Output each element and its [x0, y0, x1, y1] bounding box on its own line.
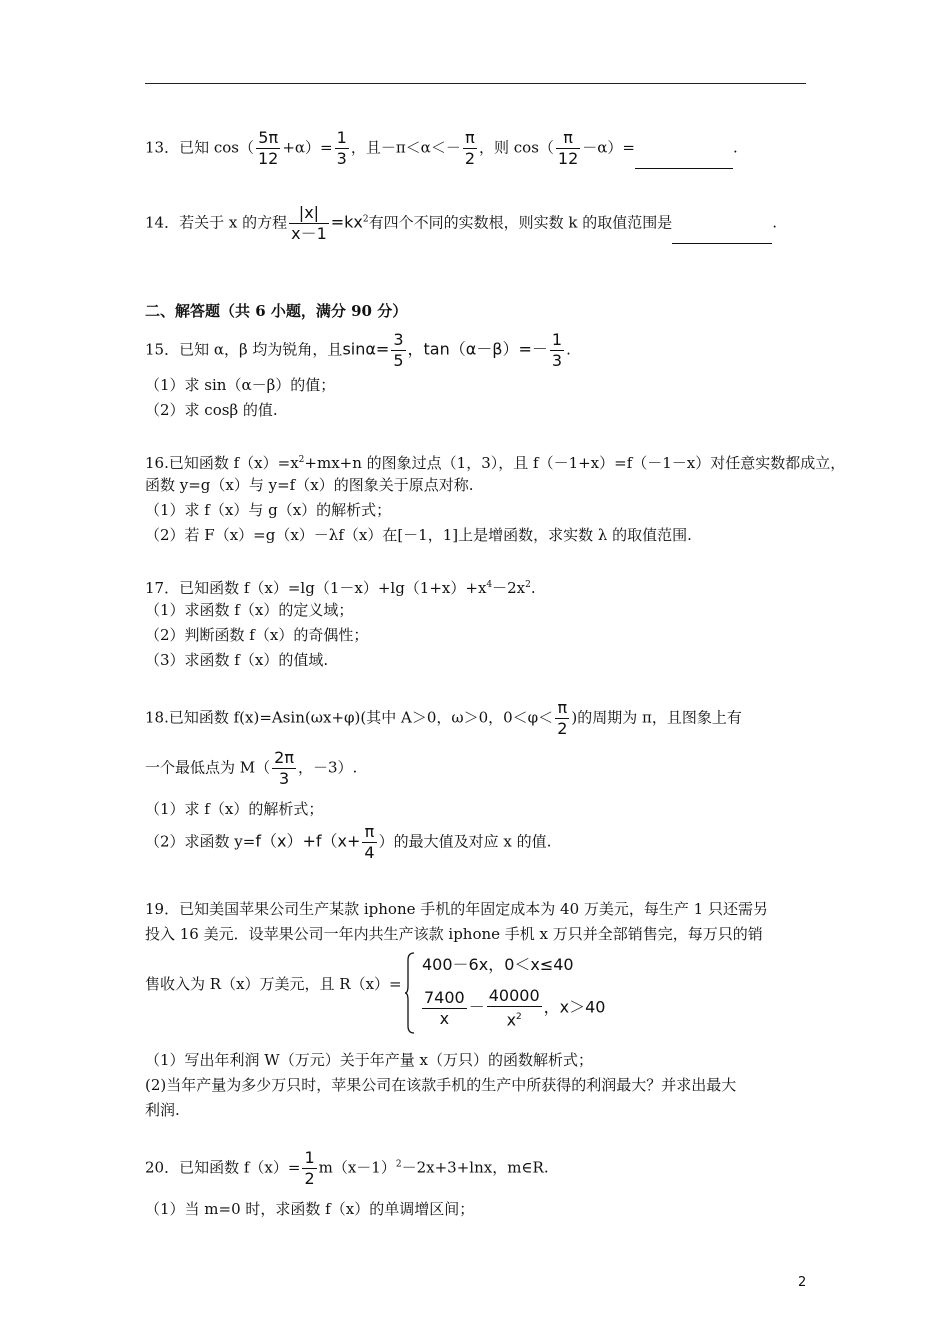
q16-l1b: +mx+n 的图象过点（1，3），且 f（－1+x）=f（－1－x）对任意实数都成立， — [304, 454, 846, 472]
q18-p2f: f（x）+f（x+ — [255, 831, 361, 851]
q19-frac-7400 — [422, 988, 467, 1029]
section-2-heading: 二、解答题（共 6 小题，满分 90 分） — [145, 302, 408, 320]
q15-frac-3-5 — [391, 330, 405, 371]
q15-part-1: （1）求 sin（α－β）的值； — [145, 376, 336, 394]
q18-frac-pi-4 — [362, 822, 376, 863]
q19-den2 — [487, 1007, 542, 1030]
q19-part-2: (2)当年产量为多少万只时，苹果公司在该款手机的生产中所获得的利润最大？并求出最大 — [145, 1076, 737, 1094]
q17-part-2: （2）判断函数 f（x）的奇偶性； — [145, 626, 369, 644]
q19-num1: 7400 — [424, 987, 465, 1007]
q18-frac3-den: 4 — [364, 843, 375, 862]
q20-frac-1-2 — [302, 1148, 316, 1189]
q13-frac1-den: 12 — [258, 149, 279, 168]
q15-end: . — [566, 340, 571, 359]
q17-sup2: 2 — [525, 580, 531, 590]
q13-frac4-num: π — [556, 128, 580, 149]
q16-part-1: （1）求 f（x）与 g（x）的解析式； — [145, 501, 392, 519]
question-20 — [145, 1148, 549, 1189]
q20-sup: 2 — [395, 1159, 402, 1170]
q16-sup: 2 — [298, 455, 305, 465]
q14-answer-blank[interactable] — [672, 221, 772, 244]
q15-lead: 15．已知 α，β 均为锐角，且 — [145, 340, 343, 359]
q19-num2: 40000 — [488, 986, 540, 1005]
q19-den2-exp: 2 — [516, 1012, 522, 1022]
question-19-line-3: 售收入为 R（x）万美元，且 R（x）= — [145, 975, 402, 993]
q19-frac-40000 — [487, 986, 542, 1030]
q15-mid: ，tan（α－β）=－ — [407, 339, 548, 359]
q15-frac2-num: 1 — [551, 330, 563, 349]
q17-la: 17．已知函数 f（x）=lg（1－x）+lg（1+x）+x — [145, 579, 487, 597]
q13-frac2-den: 3 — [336, 149, 347, 168]
q17-sup1: 4 — [486, 580, 493, 590]
q19-case2-tail: ，x＞40 — [543, 997, 606, 1017]
q20-part-1: （1）当 m=0 时，求函数 f（x）的单调增区间； — [145, 1200, 475, 1218]
q13-frac3-den: 2 — [464, 149, 476, 168]
q13-frac2-num: 1 — [336, 128, 347, 147]
q13-mid1: +α）= — [282, 138, 333, 157]
q13-frac-pi-12 — [556, 128, 580, 169]
q18-l1b: )的周期为 π，且图象上有 — [571, 708, 742, 727]
q17-lc: . — [530, 579, 536, 597]
q15-part-2: （2）求 cosβ 的值. — [145, 401, 278, 419]
q13-frac-pi-2 — [463, 128, 477, 169]
q18-frac-2pi-3 — [272, 748, 296, 789]
question-16-line-2: 函数 y=g（x）与 y=f（x）的图象关于原点对称. — [145, 476, 474, 494]
q18-frac3-num: π — [362, 822, 376, 843]
q18-frac1-num: π — [555, 698, 569, 719]
q14-tail: 有四个不同的实数根，则实数 k 的取值范围是 — [368, 213, 673, 232]
q16-l1a: 16.已知函数 f（x）=x — [145, 454, 299, 472]
q20-lb: m（x－1） — [318, 1158, 396, 1177]
q18-l2b: ，－3）. — [297, 758, 358, 777]
q20-frac-num: 1 — [304, 1148, 315, 1167]
page-number: 2 — [798, 1275, 807, 1290]
question-17 — [145, 574, 536, 599]
q13-lead: 13．已知 cos（ — [145, 138, 254, 157]
q14-lead: 14．若关于 x 的方程 — [145, 213, 288, 232]
q19-case-1: 400－6x，0＜x≤40 — [422, 955, 574, 974]
header-rule — [145, 83, 806, 84]
question-15 — [145, 330, 571, 371]
q20-frac-den: 2 — [304, 1169, 315, 1188]
q19-case-2 — [420, 986, 605, 1030]
q18-p2b: ）的最大值及对应 x 的值. — [378, 832, 552, 851]
q18-frac2-num: 2π — [274, 748, 294, 767]
q15-frac1-num: 3 — [393, 330, 404, 349]
question-18-line-2 — [145, 748, 357, 789]
q18-frac2-den: 3 — [278, 769, 290, 788]
q17-part-1: （1）求函数 f（x）的定义域； — [145, 601, 354, 619]
q18-p2a: （2）求函数 y= — [145, 832, 256, 851]
q13-mid3: ，则 cos（ — [479, 138, 554, 157]
q15-frac-1-3 — [550, 330, 564, 371]
q14-frac — [289, 203, 329, 244]
q13-frac4-den: 12 — [557, 149, 579, 168]
question-19-line-1: 19．已知美国苹果公司生产某款 iphone 手机的年固定成本为 40 万美元，每生产 1 只还需另 — [145, 900, 768, 918]
q15-frac2-den: 3 — [551, 351, 563, 370]
question-19-line-2: 投入 16 美元．设苹果公司一年内共生产该款 iphone 手机 x 万只并全部销售完，每万只的销 — [145, 925, 763, 943]
question-14 — [145, 203, 777, 244]
q20-lc: －2x+3+lnx，m∈R. — [401, 1158, 549, 1177]
q18-l1: 18.已知函数 f(x)=Asin(ωx+φ)(其中 A＞0，ω＞0，0＜φ＜ — [145, 708, 554, 727]
q13-frac3-num: π — [463, 128, 477, 149]
q19-den2-base: x — [506, 1010, 517, 1030]
q17-part-3: （3）求函数 f（x）的值域. — [145, 651, 329, 669]
q13-end: . — [732, 138, 738, 157]
q18-part-2 — [145, 822, 551, 863]
q18-frac1-den: 2 — [557, 719, 568, 738]
q13-frac-1-3 — [335, 128, 349, 169]
q13-frac-5pi-12 — [256, 128, 280, 169]
q18-part-1: （1）求 f（x）的解析式； — [145, 800, 324, 818]
question-18-line-1 — [145, 698, 742, 739]
q18-l2a: 一个最低点为 M（ — [145, 758, 271, 777]
question-16-line-1 — [145, 449, 845, 474]
q16-part-2: （2）若 F（x）=g（x）－λf（x）在[－1，1]上是增函数，求实数 λ 的取值范围. — [145, 526, 692, 544]
q13-mid2: ，且－π＜α＜－ — [350, 138, 461, 157]
left-brace-icon — [404, 952, 416, 1034]
q14-end: . — [772, 213, 778, 232]
q19-minus: － — [468, 997, 485, 1017]
q15-frac1-den: 5 — [393, 351, 404, 370]
q20-la: 20．已知函数 f（x）= — [145, 1158, 301, 1177]
q18-frac-pi-2 — [555, 698, 569, 739]
q13-frac1-num: 5π — [256, 128, 280, 149]
q15-sin: sinα= — [342, 339, 390, 359]
question-13 — [145, 128, 738, 169]
q13-answer-blank[interactable] — [635, 146, 733, 169]
q14-mid: =kx — [330, 212, 363, 232]
q14-exp: 2 — [362, 214, 369, 225]
q17-lb: －2x — [492, 579, 526, 597]
q19-part-1: （1）写出年利润 W（万元）关于年产量 x（万只）的函数解析式； — [145, 1051, 593, 1069]
q19-part-2-cont: 利润. — [145, 1101, 180, 1119]
q13-tail: －α）= — [582, 138, 635, 157]
q14-frac-num: |x| — [289, 203, 329, 224]
q14-frac-den: x－1 — [291, 224, 327, 243]
q19-den1: x — [439, 1008, 450, 1028]
